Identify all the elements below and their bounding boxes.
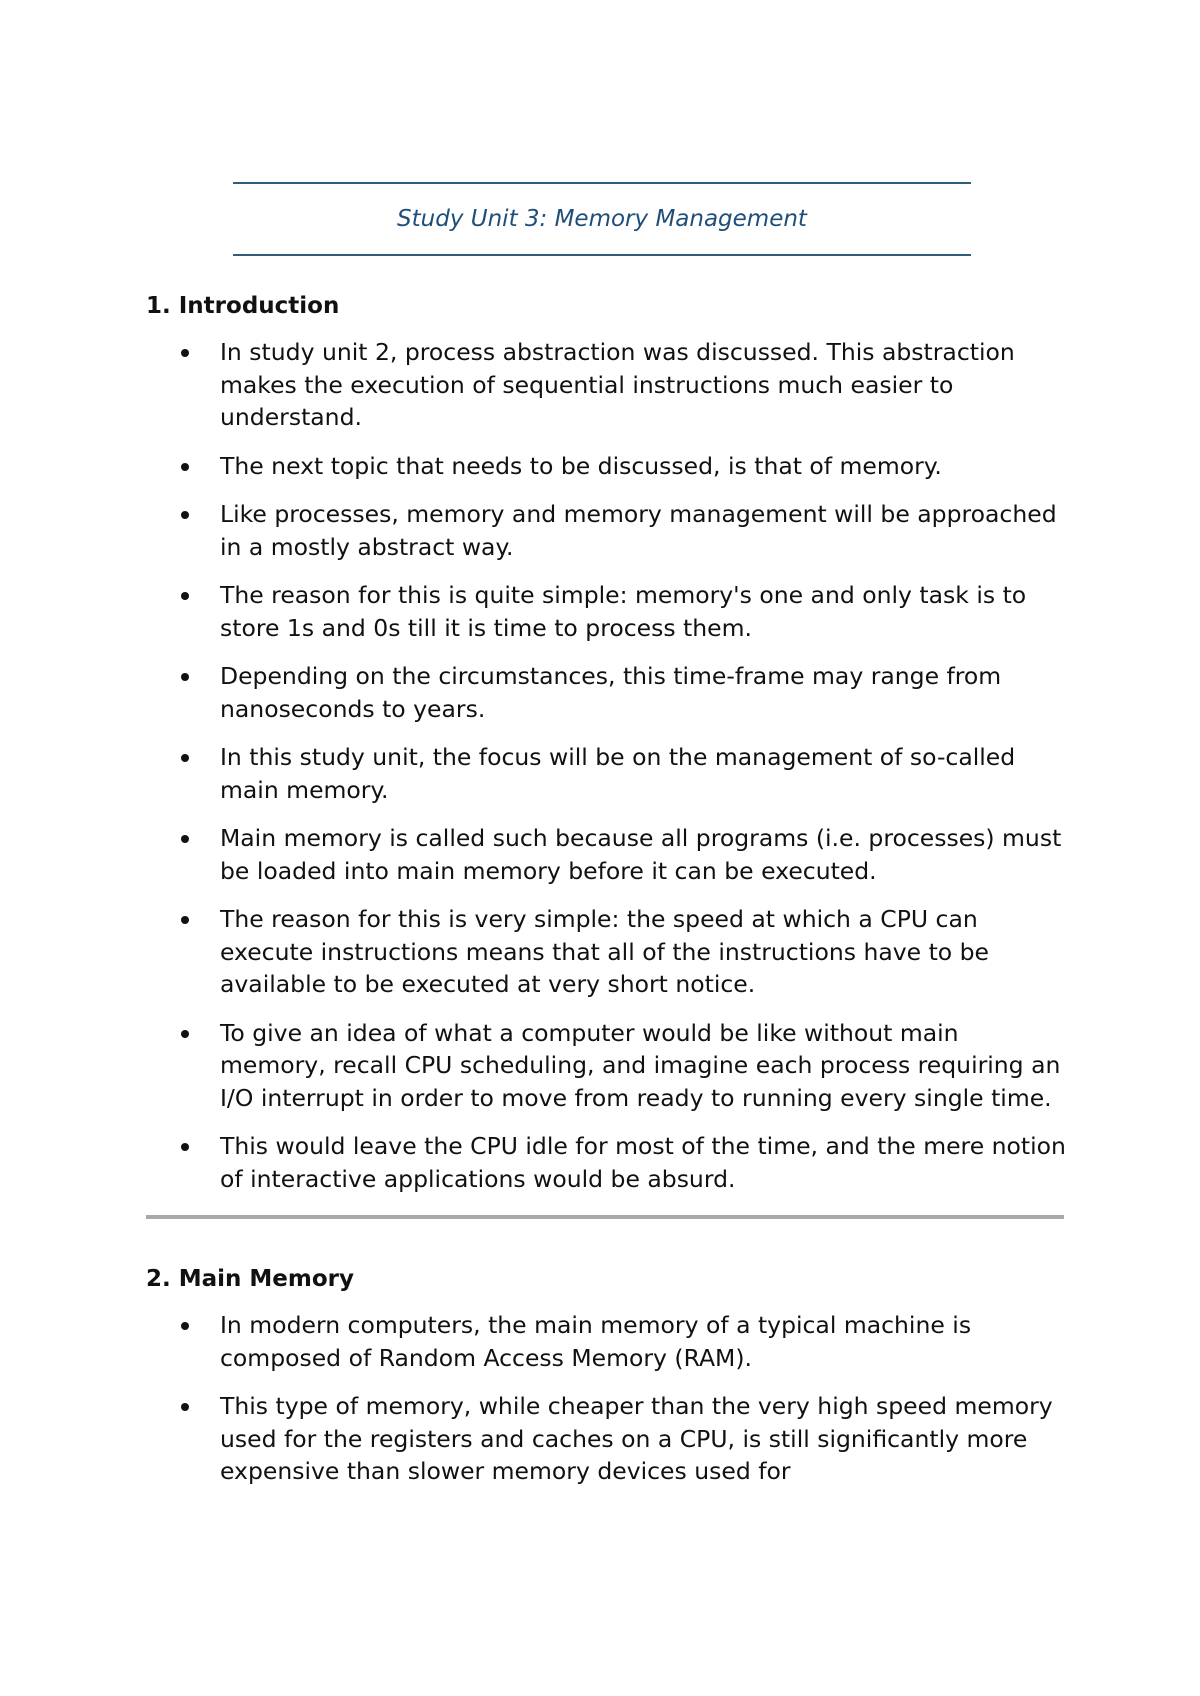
list-item [146,1130,1066,1195]
list-item [146,1017,1066,1115]
section-main-memory [146,1263,1066,1488]
list-item-text: In study unit 2, process abstraction was discussed. This abstraction makes the execution of sequential instructions much easier to understand. [220,338,1015,431]
document-body [146,290,1066,1504]
list-item-text: Main memory is called such because all programs (i.e. processes) must be loaded into main memory before it can be executed. [220,824,1062,885]
bullet-icon [181,916,189,924]
bullet-icon [181,463,189,471]
list-item-text: This would leave the CPU idle for most of the time, and the mere notion of interactive applications would be absurd. [220,1132,1066,1193]
bullet-icon [181,511,189,519]
title-block [233,182,971,256]
bullet-icon [181,592,189,600]
section-heading: 1. Introduction [146,293,340,319]
list-item-text: In this study unit, the focus will be on the management of so-called main memory. [220,743,1016,804]
list-item-text: To give an idea of what a computer would be like without main memory, recall CPU scheduling, and imagine each process requiring an I/O interrupt in order to move from ready to running every single time. [220,1018,1061,1112]
section-introduction [146,290,1066,1195]
bullet-icon [181,1030,189,1038]
list-item-text: The reason for this is quite simple: memory's one and only task is to store 1s and 0s till it is time to process them. [220,581,1027,642]
bullet-icon [181,1322,189,1330]
bullet-list [146,1309,1066,1488]
bullet-icon [181,349,189,357]
list-item-text: In modern computers, the main memory of a typical machine is composed of Random Access Memory (RAM). [220,1311,972,1372]
list-item-text: The reason for this is very simple: the speed at which a CPU can execute instructions means that all of the instructions have to be available to be executed at very short notice. [220,905,990,998]
list-item [146,450,1066,483]
list-item [146,822,1066,887]
list-item [146,498,1066,563]
bullet-icon [181,754,189,762]
bullet-list [146,336,1066,1195]
bullet-icon [181,835,189,843]
list-item [146,579,1066,644]
section-divider [146,1215,1064,1219]
list-item-text: This type of memory, while cheaper than the very high speed memory used for the registers and caches on a CPU, is still significantly more expensive than slower memory devices used for [220,1392,1053,1485]
list-item [146,336,1066,434]
title-bottom-rule [233,254,971,256]
list-item [146,741,1066,806]
section-heading: 2. Main Memory [146,1266,355,1292]
list-item [146,1390,1066,1488]
bullet-icon [181,673,189,681]
document-title: Study Unit 3: Memory Management [397,206,807,232]
bullet-icon [181,1403,189,1411]
list-item [146,1309,1066,1374]
bullet-icon [181,1143,189,1151]
list-item-text: The next topic that needs to be discussed, is that of memory. [220,451,942,480]
list-item-text: Depending on the circumstances, this time-frame may range from nanoseconds to years. [220,662,1002,723]
list-item [146,660,1066,725]
list-item-text: Like processes, memory and memory management will be approached in a mostly abstract way. [220,500,1057,561]
list-item [146,903,1066,1001]
